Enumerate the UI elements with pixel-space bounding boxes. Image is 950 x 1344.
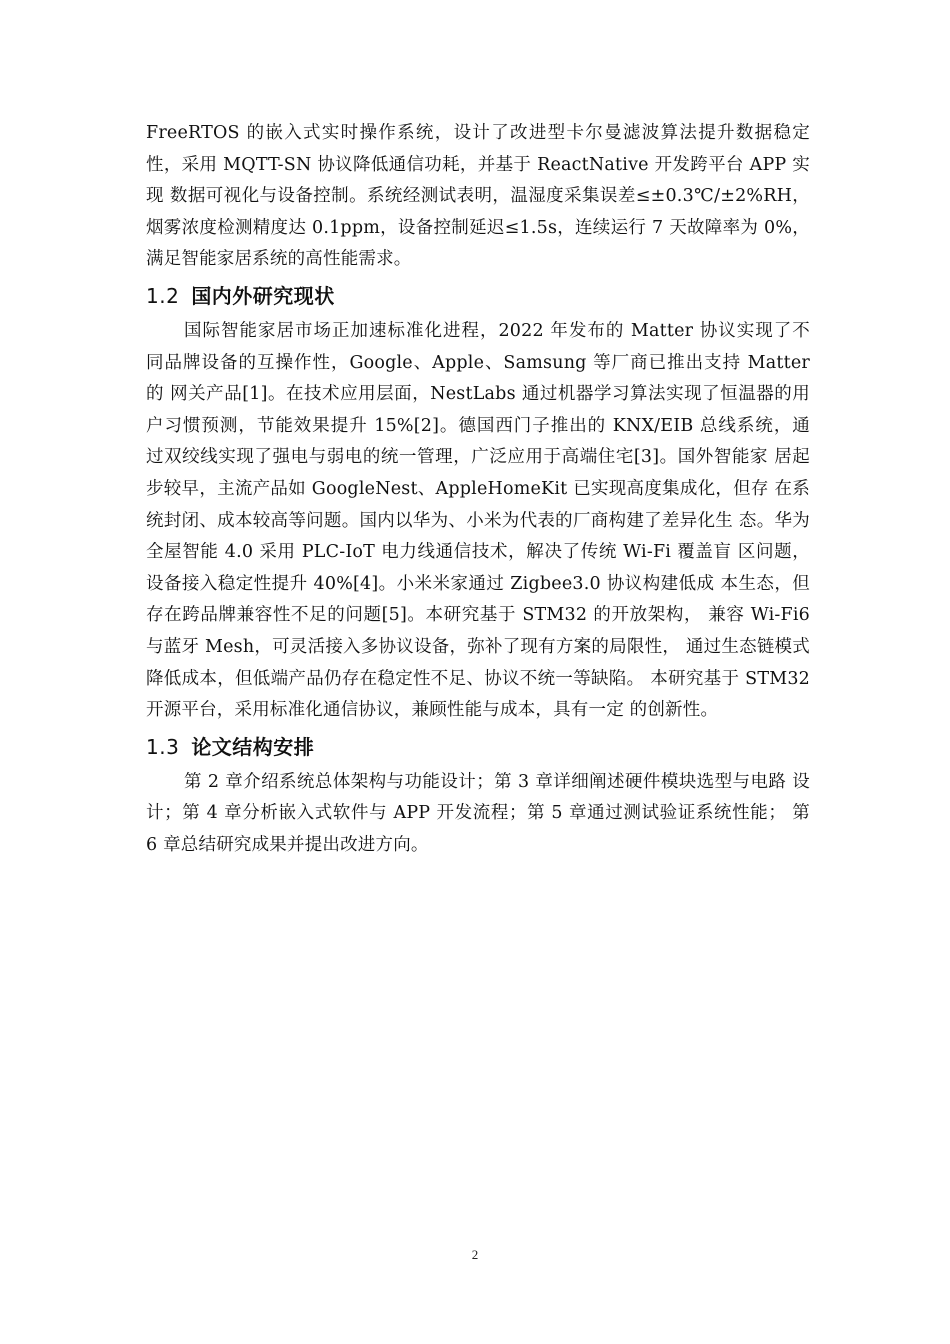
section-number: 1.2 [146,283,180,308]
research-status-paragraph: 国际智能家居市场正加速标准化进程，2022 年发布的 Matter 协议实现了不 同品牌设备的互操作性，Google、Apple、Samsung 等厂商已推出支持 Matter 的 网关产品[1]。在技术应用层面，NestLabs 通过机器学习算法实现了恒温器的用 户习惯预测，节能效果提升 15%[2]。德国西门子推出的 KNX/EIB 总线系统，通 过双绞线实现了强电与弱电的统一管理，广泛应用于高端住宅[3]。国外智能家 居起步较早，主流产品如 GoogleNest、AppleHomeKit 已实现高度集成化，但存 在系统封闭、成本较高等问题。国内以华为、小米为代表的厂商构建了差异化生 态。华为全屋智能 4.0 采用 PLC-IoT 电力线通信技术，解决了传统 Wi-Fi 覆盖盲 区问题，设备接入稳定性提升 40%[4]。小米米家通过 Zigbee3.0 协议构建低成 本生态，但存在跨品牌兼容性不足的问题[5]。本研究基于 STM32 的开放架构， 兼容 Wi-Fi6 与蓝牙 Mesh，可灵活接入多协议设备，弥补了现有方案的局限性， 通过生态链模式降低成本，但低端产品仍存在稳定性不足、协议不统一等缺陷。 本研究基于 STM32 开源平台，采用标准化通信协议，兼顾性能与成本，具有一定 的创新性。 [146,320,810,721]
section-number: 1.3 [146,734,180,759]
section-title: 国内外研究现状 [191,283,335,308]
page-number: 2 [471,1247,479,1262]
section-title: 论文结构安排 [191,734,315,759]
thesis-structure-paragraph: 第 2 章介绍系统总体架构与功能设计；第 3 章详细阐述硬件模块选型与电路 设计；第 4 章分析嵌入式软件与 APP 开发流程；第 5 章通过测试验证系统性能； 第 6 章总结研究成果并提出改进方向。 [146,771,810,855]
page-content [146,118,810,861]
intro-paragraph: FreeRTOS 的嵌入式实时操作系统，设计了改进型卡尔曼滤波算法提升数据稳定性，采用 MQTT-SN 协议降低通信功耗，并基于 ReactNative 开发跨平台 APP 实现 数据可视化与设备控制。系统经测试表明，温湿度采集误差≤±0.3℃/±2%RH， 烟雾浓度检测精度达 0.1ppm，设备控制延迟≤1.5s，连续运行 7 天故障率为 0%， 满足智能家居系统的高性能需求。 [146,123,810,270]
section-heading-1-3 [146,727,810,767]
section-heading-1-2 [146,276,810,316]
